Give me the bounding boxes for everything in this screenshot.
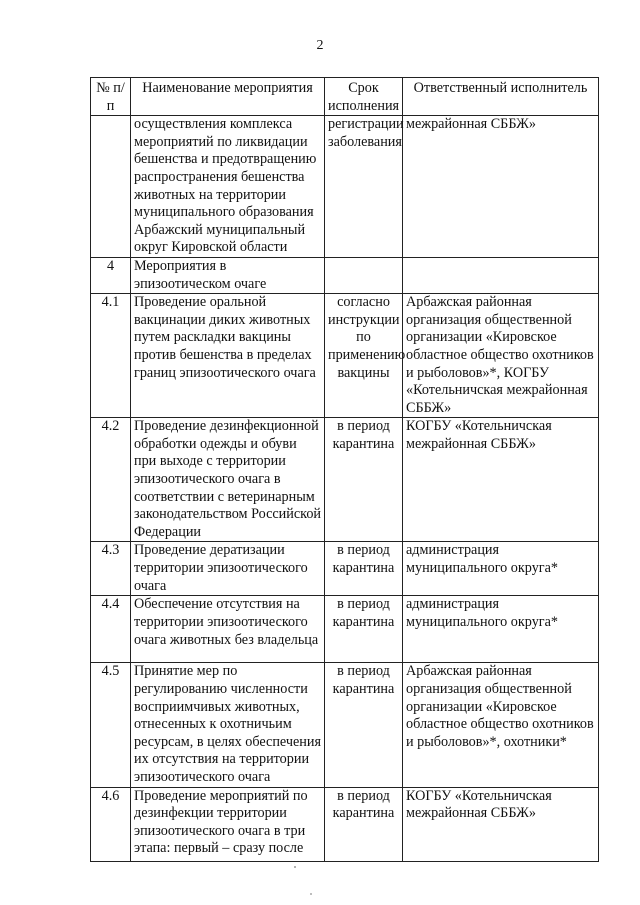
row-name: Проведение дератизации территории эпизоотического очага <box>131 542 325 596</box>
row-name: Проведение мероприятий по дезинфекции территории эпизоотического очага в три этапа: первый – сразу после <box>131 787 325 861</box>
row-name: Проведение дезинфекционной обработки одежды и обуви при выходе с территории эпизоотического очага в соответствии с ветеринарным законодательством Российской Федерации <box>131 418 325 542</box>
row-term: в период карантина <box>325 663 403 787</box>
row-responsible: администрация муниципального округа* <box>403 596 599 663</box>
row-responsible: администрация муниципального округа* <box>403 542 599 596</box>
row-term <box>325 257 403 293</box>
page-number: 2 <box>316 38 324 53</box>
table-row <box>91 542 599 596</box>
row-name: Принятие мер по регулированию численности восприимчивых животных, отнесенных к охотничьим ресурсам, в целях обеспечения их отсутствия на территории эпизоотического очага <box>131 663 325 787</box>
table-header-row <box>91 78 599 116</box>
table-row <box>91 663 599 787</box>
scan-speck <box>310 893 312 895</box>
row-name: Проведение оральной вакцинации диких животных путем раскладки вакцины против бешенства в пределах границ эпизоотического очага <box>131 294 325 418</box>
table-row <box>91 294 599 418</box>
row-num: 4.6 <box>91 787 131 861</box>
row-num: 4.2 <box>91 418 131 542</box>
header-term: Срок исполнения <box>325 78 403 116</box>
header-responsible: Ответственный исполнитель <box>403 78 599 116</box>
row-term: в период карантина <box>325 418 403 542</box>
row-num: 4.4 <box>91 596 131 663</box>
row-num <box>91 116 131 258</box>
row-num: 4.3 <box>91 542 131 596</box>
row-responsible: КОГБУ «Котельничская межрайонная СББЖ» <box>403 418 599 542</box>
header-num: № п/п <box>91 78 131 116</box>
row-name: Мероприятия в эпизоотическом очаге <box>131 257 325 293</box>
row-term: в период карантина <box>325 542 403 596</box>
row-responsible: Арбажская районная организация общественной организации «Кировское областное общество охотников и рыболовов»*, КОГБУ «Котельничская межрайонная СББЖ» <box>403 294 599 418</box>
row-responsible: межрайонная СББЖ» <box>403 116 599 258</box>
table-row <box>91 596 599 663</box>
row-name: Обеспечение отсутствия на территории эпизоотического очага животных без владельца <box>131 596 325 663</box>
table-row <box>91 418 599 542</box>
row-num: 4 <box>91 257 131 293</box>
row-responsible: КОГБУ «Котельничская межрайонная СББЖ» <box>403 787 599 861</box>
table-row <box>91 257 599 293</box>
row-num: 4.1 <box>91 294 131 418</box>
row-num: 4.5 <box>91 663 131 787</box>
header-name: Наименование мероприятия <box>131 78 325 116</box>
table-row <box>91 787 599 861</box>
row-term: в период карантина <box>325 596 403 663</box>
measures-table <box>90 77 599 862</box>
row-term: согласно инструкции по применению вакцины <box>325 294 403 418</box>
scan-speck <box>294 866 296 868</box>
row-name: осуществления комплекса мероприятий по ликвидации бешенства и предотвращению распространения бешенства животных на территории муниципального образования Арбажский муниципальный округ Кировской области <box>131 116 325 258</box>
row-term: в период карантина <box>325 787 403 861</box>
table-row <box>91 116 599 258</box>
row-term: регистрации заболевания <box>325 116 403 258</box>
row-responsible <box>403 257 599 293</box>
row-responsible: Арбажская районная организация общественной организации «Кировское областное общество охотников и рыболовов»*, охотники* <box>403 663 599 787</box>
